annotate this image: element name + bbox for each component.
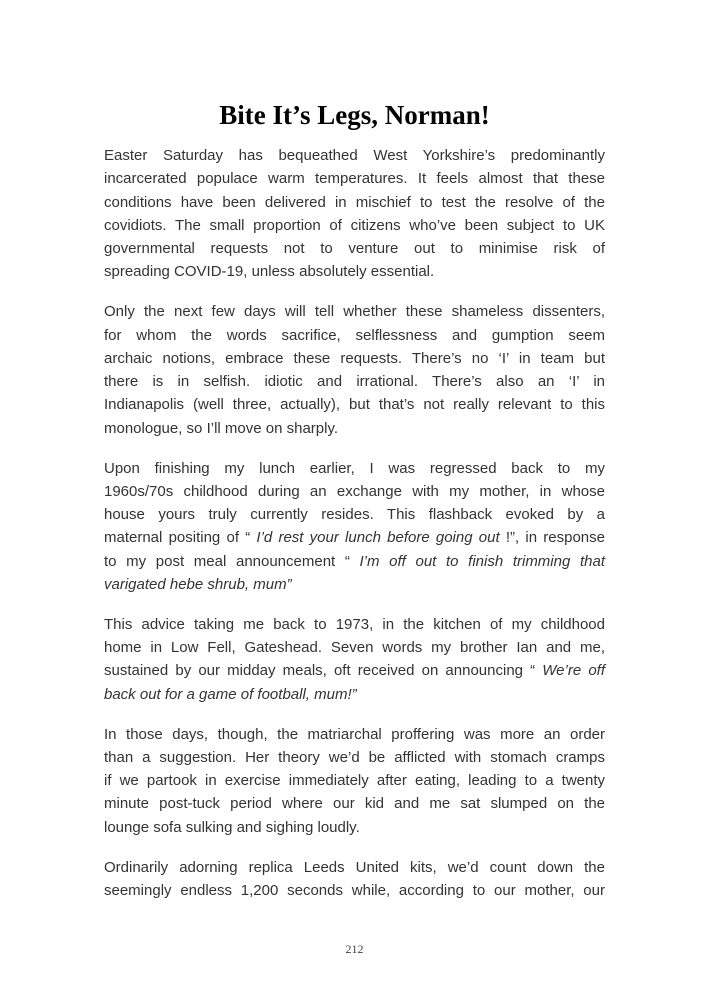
- text-segment: to my post meal announcement “: [104, 552, 360, 570]
- text-line: [104, 260, 605, 283]
- text-segment: Ordinarily adorning replica Leeds United kits, we’d count down the: [104, 858, 605, 876]
- text-line: [104, 324, 605, 347]
- text-line: [104, 683, 605, 706]
- text-segment: Easter Saturday has bequeathed West Yorkshire’s predominantly: [104, 147, 605, 164]
- text-segment: In those days, though, the matriarchal proffering was more an order: [104, 725, 605, 743]
- chapter-title: Bite It’s Legs, Norman!: [219, 100, 490, 131]
- text-segment: archaic notions, embrace these requests. There’s no ‘I’ in team but: [104, 349, 605, 367]
- text-segment: sustained by our midday meals, oft received on announcing “: [104, 662, 543, 680]
- paragraph: [104, 613, 605, 706]
- text-segment: governmental requests not to venture out to minimise risk of: [104, 240, 605, 258]
- text-segment: 1960s/70s childhood during an exchange with my mother, in whose: [104, 482, 605, 500]
- text-segment: monologue, so I’ll move on sharply.: [104, 419, 339, 437]
- italic-quote: varigated hebe shrub, mum”: [104, 576, 292, 594]
- text-line: [104, 503, 605, 526]
- text-segment: conditions have been delivered in mischief to test the resolve of the: [104, 193, 605, 211]
- text-line: [104, 347, 605, 370]
- text-segment: there is in selfish. idiotic and irrational. There’s also an ‘I’ in: [104, 373, 605, 391]
- text-line: [104, 457, 605, 480]
- text-segment: lounge sofa sulking and sighing loudly.: [104, 818, 360, 836]
- text-segment: maternal positing of “: [104, 529, 257, 547]
- text-segment: This advice taking me back to 1973, in the kitchen of my childhood: [104, 615, 605, 633]
- text-line: [104, 613, 605, 636]
- text-line: [104, 636, 605, 659]
- text-line: [104, 480, 605, 503]
- text-segment: home in Low Fell, Gateshead. Seven words my brother Ian and me,: [104, 639, 605, 657]
- text-segment: for whom the words sacrifice, selflessness and gumption seem: [104, 326, 605, 344]
- text-line: [104, 144, 605, 167]
- italic-quote: I’m off out to finish trimming that: [359, 552, 605, 570]
- text-line: [104, 417, 605, 440]
- text-segment: Only the next few days will tell whether these shameless dissenters,: [104, 303, 605, 321]
- text-segment: Indianapolis (well three, actually), but that’s not really relevant to this: [104, 396, 605, 414]
- paragraph: [104, 457, 605, 597]
- text-line: [104, 573, 605, 596]
- text-line: [104, 214, 605, 237]
- text-segment: covidiots. The small proportion of citizens who’ve been subject to UK: [104, 216, 605, 234]
- text-segment: Upon finishing my lunch earlier, I was regressed back to my: [104, 459, 605, 477]
- paragraph: [104, 144, 605, 284]
- page-number: 212: [345, 942, 364, 956]
- text-line: [104, 191, 605, 214]
- paragraph: [104, 300, 605, 440]
- text-line: [104, 237, 605, 260]
- text-segment: if we partook in exercise immediately after eating, leading to a twenty: [104, 772, 605, 790]
- text-line: [104, 792, 605, 815]
- text-line: [104, 300, 605, 323]
- text-line: [104, 879, 605, 902]
- body-text: [104, 144, 605, 919]
- italic-quote: We’re off: [542, 662, 605, 680]
- paragraph: [104, 723, 605, 839]
- text-line: [104, 856, 605, 879]
- text-segment: seemingly endless 1,200 seconds while, according to our mother, our: [104, 881, 605, 899]
- text-line: [104, 167, 605, 190]
- text-line: [104, 769, 605, 792]
- text-segment: spreading COVID-19, unless absolutely essential.: [104, 263, 435, 281]
- text-segment: than a suggestion. Her theory we’d be afflicted with stomach cramps: [104, 748, 605, 766]
- text-segment: house yours truly currently resides. This flashback evoked by a: [104, 506, 605, 524]
- italic-quote: I’d rest your lunch before going out: [256, 529, 500, 547]
- text-line: [104, 370, 605, 393]
- text-line: [104, 550, 605, 573]
- text-line: [104, 816, 605, 839]
- text-segment: minute post-tuck period where our kid and me sat slumped on the: [104, 795, 605, 813]
- italic-quote: back out for a game of football, mum!”: [104, 685, 357, 703]
- text-segment: !”, in response: [499, 529, 605, 547]
- text-line: [104, 723, 605, 746]
- text-line: [104, 746, 605, 769]
- text-line: [104, 526, 605, 549]
- paragraph: [104, 856, 605, 903]
- text-line: [104, 393, 605, 416]
- text-segment: incarcerated populace warm temperatures. It feels almost that these: [104, 170, 605, 188]
- text-line: [104, 659, 605, 682]
